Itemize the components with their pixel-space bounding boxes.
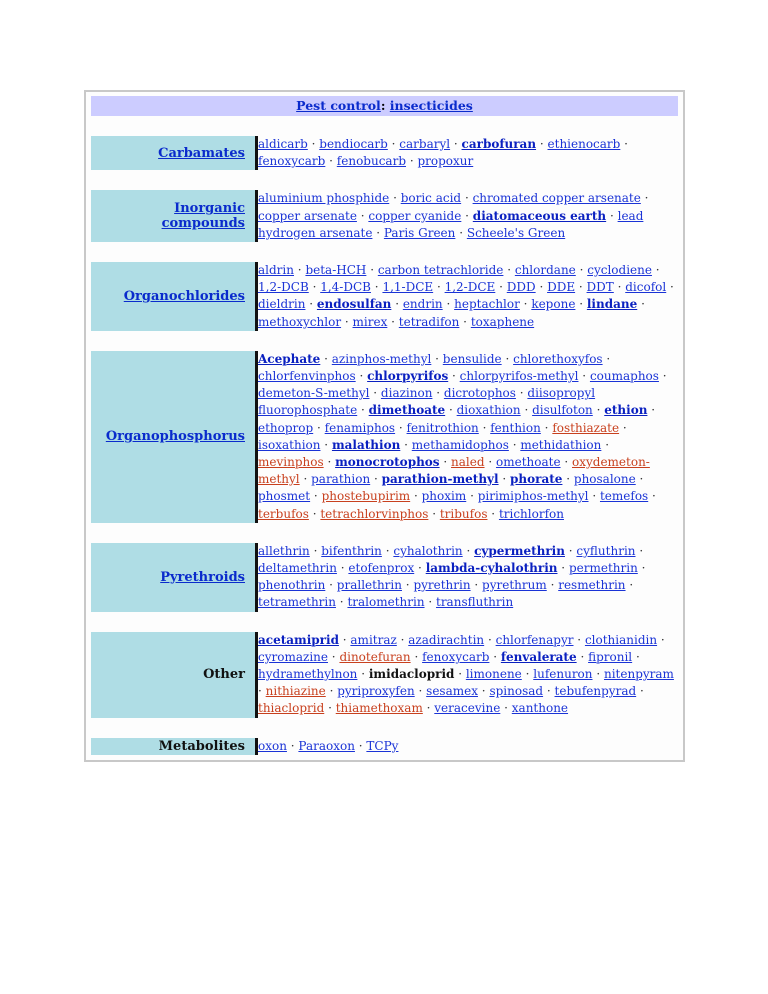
list-separator: · (540, 420, 553, 435)
list-item[interactable]: nitenpyram (603, 667, 674, 682)
list-item[interactable]: mevinphos (258, 455, 324, 470)
list-separator: · (501, 351, 514, 366)
list-separator: · (575, 263, 588, 278)
group-label-cell (91, 543, 255, 612)
list-separator: · (455, 225, 467, 240)
list-separator: · (619, 420, 627, 435)
row-spacer (91, 116, 678, 136)
list-item[interactable]: bifenthrin (321, 543, 382, 558)
list-item[interactable]: pyrethrum (482, 578, 547, 593)
list-item[interactable]: dioxathion (456, 403, 521, 418)
list-separator: · (484, 632, 496, 647)
list-item[interactable]: carbofuran (461, 137, 537, 151)
list-item[interactable]: chromated copper arsenate (472, 191, 641, 206)
list-separator: · (575, 297, 587, 312)
list-item[interactable]: heptachlor (454, 297, 520, 312)
list-item[interactable]: acetamiprid (258, 632, 339, 647)
list-separator: · (543, 684, 555, 699)
list-separator: · (635, 472, 644, 487)
group-label-cell (91, 190, 255, 242)
list-item[interactable]: dieldrin (258, 297, 306, 312)
list-separator: · (647, 403, 656, 418)
list-separator: · (433, 280, 445, 295)
list-separator: · (372, 225, 384, 240)
list-item[interactable]: cyfluthrin (576, 543, 636, 558)
list-item[interactable]: pyrethrin (413, 578, 471, 593)
row-spacer (91, 170, 678, 190)
list-item[interactable]: methidathion (520, 437, 602, 452)
group-label[interactable]: Carbamates (158, 145, 245, 161)
group-label-cell (91, 738, 255, 755)
list-item[interactable]: chlorfenvinphos (258, 369, 356, 384)
list-separator: · (462, 543, 475, 558)
list-item[interactable]: clothianidin (584, 632, 658, 647)
list-separator: · (461, 191, 473, 206)
list-separator: · (307, 137, 320, 151)
list-separator: · (448, 369, 460, 384)
list-separator: · (258, 684, 266, 699)
navbox-groups (91, 116, 678, 755)
list-item[interactable]: diazinon (380, 386, 433, 401)
list-separator: · (466, 489, 478, 504)
list-item[interactable]: naled (451, 455, 485, 470)
list-separator: · (637, 297, 645, 312)
title-separator: : (380, 98, 390, 113)
group-row (91, 351, 678, 523)
list-item[interactable]: dicofol (625, 280, 667, 295)
list-item[interactable]: tribufos (439, 506, 488, 521)
list-item[interactable]: TCPy (366, 738, 399, 753)
list-item[interactable]: trichlorfon (498, 506, 564, 521)
list-item[interactable]: fenvalerate (500, 649, 577, 664)
list-item[interactable]: azadirachtin (408, 632, 485, 647)
list-separator: · (308, 280, 321, 295)
list-separator: · (414, 561, 426, 576)
group-label[interactable]: Inorganic compounds (161, 201, 245, 232)
list-item[interactable]: thiacloprid (258, 701, 325, 716)
group-label: Other (203, 667, 245, 683)
group-label-cell (91, 351, 255, 523)
list-separator: · (658, 369, 667, 384)
list-separator: · (369, 386, 381, 401)
group-row (91, 262, 678, 331)
group-label-cell (91, 262, 255, 331)
group-list (255, 738, 678, 755)
list-item[interactable]: monocrotophos (335, 455, 440, 470)
list-item[interactable]: phosalone (573, 472, 636, 487)
list-separator: · (536, 137, 548, 151)
list-item[interactable]: diatomaceous earth (472, 208, 607, 223)
list-item[interactable]: amitraz (350, 632, 397, 647)
row-spacer (91, 523, 678, 543)
group-label-cell (91, 136, 255, 170)
list-separator: · (370, 472, 382, 487)
list-separator: · (357, 667, 369, 682)
list-separator: · (439, 455, 452, 470)
list-separator: · (601, 437, 610, 452)
list-separator: · (489, 649, 501, 664)
list-separator: · (324, 701, 336, 716)
list-item: imidacloprid (368, 667, 455, 682)
list-separator: · (299, 472, 312, 487)
list-item[interactable]: fenitrothion (406, 420, 479, 435)
list-item[interactable]: pyriproxyfen (337, 684, 415, 699)
list-separator: · (396, 632, 409, 647)
list-separator: · (313, 420, 325, 435)
list-item[interactable]: phosmet (258, 489, 311, 504)
list-item[interactable]: chlorfenapyr (495, 632, 574, 647)
pest-control-link[interactable]: Pest control (296, 98, 381, 113)
list-item[interactable]: tralomethrin (347, 595, 425, 610)
list-item[interactable]: ethoprop (258, 420, 314, 435)
list-item[interactable]: Paraoxon (298, 738, 355, 753)
list-separator: · (535, 280, 548, 295)
list-item[interactable]: hydramethylnon (258, 667, 358, 682)
list-item[interactable]: Paris Green (383, 225, 456, 240)
list-separator: · (666, 280, 674, 295)
list-separator: · (338, 632, 351, 647)
list-item[interactable]: resmethrin (558, 578, 626, 593)
list-item[interactable]: tetrachlorvinphos (320, 506, 429, 521)
list-separator: · (648, 489, 656, 504)
list-separator: · (557, 561, 569, 576)
list-separator: · (450, 137, 462, 151)
list-item[interactable]: malathion (331, 437, 401, 452)
list-separator: · (391, 297, 403, 312)
list-separator: · (478, 420, 491, 435)
list-separator: · (573, 632, 585, 647)
list-item[interactable]: bensulide (442, 351, 502, 366)
list-item[interactable]: DDE (547, 280, 576, 295)
list-item[interactable]: methoxychlor (258, 314, 342, 329)
list-item[interactable]: thiamethoxam (335, 701, 423, 716)
group-label: Metabolites (158, 738, 245, 754)
list-item[interactable]: chlorethoxyfos (513, 351, 603, 366)
list-separator: · (477, 684, 490, 699)
list-separator: · (454, 667, 466, 682)
list-separator: · (657, 632, 665, 647)
list-separator: · (395, 420, 407, 435)
list-item[interactable]: fenoxycarb (258, 154, 326, 169)
list-separator: · (357, 403, 369, 418)
list-item[interactable]: fenamiphos (324, 420, 396, 435)
list-separator: · (355, 369, 368, 384)
list-item[interactable]: veracevine (434, 701, 501, 716)
list-separator: · (325, 684, 338, 699)
group-row (91, 136, 678, 170)
list-item[interactable]: transfluthrin (436, 595, 514, 610)
row-spacer (91, 718, 678, 738)
list-item[interactable]: sesamex (426, 684, 478, 699)
list-item[interactable]: kepone (531, 297, 576, 312)
list-item[interactable]: copper arsenate (258, 208, 357, 223)
group-list (255, 543, 678, 612)
group-label[interactable]: Pyrethroids (160, 569, 245, 585)
list-separator: · (562, 472, 574, 487)
list-separator: · (406, 154, 418, 169)
group-list (255, 351, 678, 523)
list-separator: · (576, 649, 589, 664)
list-separator: · (459, 314, 471, 329)
list-item[interactable]: isoxathion (258, 437, 321, 452)
list-separator: · (632, 649, 640, 664)
list-separator: · (309, 543, 322, 558)
list-separator: · (410, 649, 423, 664)
list-separator: · (428, 506, 440, 521)
list-separator: · (564, 543, 577, 558)
list-item[interactable]: permethrin (568, 561, 638, 576)
list-item[interactable]: cyromazine (258, 649, 328, 664)
list-separator: · (442, 297, 455, 312)
list-separator: · (327, 649, 340, 664)
list-item[interactable]: demeton-S-methyl (258, 386, 370, 401)
list-separator: · (356, 208, 369, 223)
list-separator: · (560, 455, 572, 470)
list-item[interactable]: boric acid (400, 191, 462, 206)
list-separator: · (432, 386, 444, 401)
list-separator: · (320, 351, 332, 366)
group-list (255, 632, 678, 718)
list-item[interactable]: lufenuron (533, 667, 593, 682)
list-item[interactable]: oxydemeton-methyl (258, 455, 650, 487)
list-separator: · (521, 667, 534, 682)
list-separator: · (293, 263, 306, 278)
list-item[interactable]: 1,2-DCB (258, 280, 309, 295)
list-item[interactable]: fenthion (490, 420, 541, 435)
list-item[interactable]: ethienocarb (547, 137, 621, 151)
list-item[interactable]: parathion-methyl (381, 472, 499, 487)
list-separator: · (635, 543, 644, 558)
list-item[interactable]: limonene (465, 667, 522, 682)
list-item[interactable]: cyclodiene (587, 263, 652, 278)
list-item[interactable]: aluminium phosphide (258, 191, 390, 206)
list-separator: · (592, 667, 604, 682)
list-item[interactable]: fipronil (588, 649, 633, 664)
list-separator: · (519, 297, 532, 312)
list-item[interactable]: chlorpyrifos-methyl (459, 369, 579, 384)
list-separator: · (308, 506, 321, 521)
list-item[interactable]: oxon (258, 738, 287, 753)
list-item[interactable]: chlorpyrifos (367, 369, 449, 384)
list-item[interactable]: prallethrin (336, 578, 402, 593)
list-item[interactable]: dimethoate (368, 403, 446, 418)
list-separator: · (592, 403, 605, 418)
list-item[interactable]: phorate (510, 472, 563, 487)
list-separator: · (286, 738, 299, 753)
list-item[interactable]: omethoate (495, 455, 561, 470)
list-separator: · (578, 369, 590, 384)
list-item[interactable]: chlordane (514, 263, 576, 278)
list-separator: · (602, 351, 611, 366)
group-row (91, 738, 678, 755)
list-item[interactable]: phoxim (421, 489, 467, 504)
list-separator: · (431, 351, 443, 366)
list-separator: · (503, 263, 515, 278)
list-separator: · (305, 297, 317, 312)
list-separator: · (387, 314, 399, 329)
list-item[interactable]: parathion (311, 472, 371, 487)
list-item[interactable]: xanthone (511, 701, 569, 716)
list-item[interactable]: DDT (586, 280, 614, 295)
list-separator: · (310, 489, 322, 504)
list-item[interactable]: fenobucarb (336, 154, 406, 169)
list-separator: · (370, 280, 383, 295)
list-item[interactable]: tetramethrin (258, 595, 336, 610)
group-label[interactable]: Organophosphorus (105, 429, 245, 445)
list-item[interactable]: lambda-cyhalothrin (425, 561, 558, 576)
list-item[interactable]: dicrotophos (443, 386, 516, 401)
group-label[interactable]: Organochlorides (123, 288, 245, 304)
list-separator: · (637, 561, 646, 576)
list-separator: · (651, 263, 660, 278)
list-separator: · (422, 701, 435, 716)
list-separator: · (470, 578, 483, 593)
list-item[interactable]: ethion (604, 403, 648, 418)
row-spacer (91, 612, 678, 632)
list-item[interactable]: azinphos-methyl (331, 351, 432, 366)
list-separator: · (625, 578, 634, 593)
list-separator: · (410, 489, 422, 504)
row-spacer (91, 242, 678, 262)
list-separator: · (401, 578, 414, 593)
list-item[interactable]: tetradifon (398, 314, 460, 329)
list-item[interactable]: beta-HCH (305, 263, 367, 278)
group-list (255, 136, 678, 170)
list-separator: · (320, 437, 332, 452)
list-item[interactable]: cyhalothrin (393, 543, 463, 558)
list-item[interactable]: terbufos (258, 506, 309, 521)
list-separator: · (387, 137, 400, 151)
list-item[interactable]: deltamethrin (258, 561, 337, 576)
list-item[interactable]: methamidophos (411, 437, 509, 452)
group-row (91, 632, 678, 718)
list-item[interactable]: diisopropyl fluorophosphate (258, 386, 596, 418)
list-item[interactable]: endosulfan (316, 297, 392, 312)
list-separator: · (424, 595, 436, 610)
list-item[interactable]: fenoxycarb (422, 649, 490, 664)
list-item[interactable]: DDD (506, 280, 536, 295)
group-row (91, 190, 678, 242)
list-separator: · (400, 437, 412, 452)
list-separator: · (389, 191, 401, 206)
list-separator: · (325, 154, 337, 169)
list-item[interactable]: nithiazine (265, 684, 326, 699)
list-item[interactable]: lindane (586, 297, 638, 312)
list-item[interactable]: allethrin (258, 543, 310, 558)
list-item[interactable]: cypermethrin (474, 543, 565, 558)
row-spacer (91, 331, 678, 351)
list-item[interactable]: carbaryl (399, 137, 451, 151)
list-separator: · (640, 191, 649, 206)
list-separator: · (500, 701, 512, 716)
group-list (255, 262, 678, 331)
list-separator: · (575, 280, 587, 295)
list-separator: · (620, 137, 628, 151)
group-list (255, 190, 678, 242)
group-label-cell (91, 632, 255, 718)
list-separator: · (546, 578, 559, 593)
group-row (91, 543, 678, 612)
list-separator: · (325, 578, 337, 593)
list-separator: · (354, 738, 367, 753)
list-separator: · (461, 208, 473, 223)
list-item[interactable]: carbon tetrachloride (377, 263, 504, 278)
list-item[interactable]: endrin (402, 297, 443, 312)
list-item[interactable]: propoxur (417, 154, 474, 169)
list-item[interactable]: lead hydrogen arsenate (258, 208, 644, 240)
list-separator: · (515, 386, 528, 401)
list-item[interactable]: bendiocarb (319, 137, 388, 151)
list-item[interactable]: 1,4-DCB (320, 280, 371, 295)
list-separator: · (335, 595, 348, 610)
list-item[interactable]: coumaphos (589, 369, 659, 384)
insecticides-link[interactable]: insecticides (389, 98, 473, 113)
list-separator: · (323, 455, 336, 470)
list-separator: · (498, 472, 511, 487)
list-item[interactable]: aldrin (258, 263, 294, 278)
list-separator: · (606, 208, 618, 223)
list-separator: · (508, 437, 521, 452)
list-separator: · (588, 489, 600, 504)
list-separator: · (487, 506, 499, 521)
list-item[interactable]: phostebupirim (321, 489, 411, 504)
list-separator: · (613, 280, 626, 295)
list-item[interactable]: etofenprox (348, 561, 415, 576)
list-item[interactable]: fosthiazate (552, 420, 620, 435)
list-item[interactable]: Acephate (258, 351, 321, 366)
navbox-title (91, 96, 678, 116)
list-item[interactable]: spinosad (489, 684, 544, 699)
list-separator: · (520, 403, 533, 418)
list-item[interactable]: Scheele's Green (466, 225, 566, 240)
list-item[interactable]: toxaphene (470, 314, 535, 329)
list-separator: · (495, 280, 507, 295)
list-separator: · (341, 314, 353, 329)
list-item[interactable]: disulfoton (532, 403, 593, 418)
list-separator: · (414, 684, 427, 699)
list-item[interactable]: phenothrin (258, 578, 326, 593)
list-separator: · (336, 561, 349, 576)
list-item[interactable]: pirimiphos-methyl (477, 489, 589, 504)
list-separator: · (381, 543, 394, 558)
insecticides-navbox (84, 90, 685, 762)
list-item[interactable]: mirex (352, 314, 388, 329)
list-item[interactable]: temefos (599, 489, 649, 504)
list-separator: · (366, 263, 378, 278)
list-item[interactable]: copper cyanide (368, 208, 462, 223)
list-item[interactable]: tebufenpyrad (554, 684, 637, 699)
list-item[interactable]: 1,1-DCE (382, 280, 434, 295)
list-separator: · (445, 403, 457, 418)
list-separator: · (636, 684, 644, 699)
list-separator: · (484, 455, 496, 470)
list-item[interactable]: dinotefuran (339, 649, 411, 664)
list-item[interactable]: 1,2-DCE (444, 280, 496, 295)
list-item[interactable]: aldicarb (258, 137, 308, 151)
